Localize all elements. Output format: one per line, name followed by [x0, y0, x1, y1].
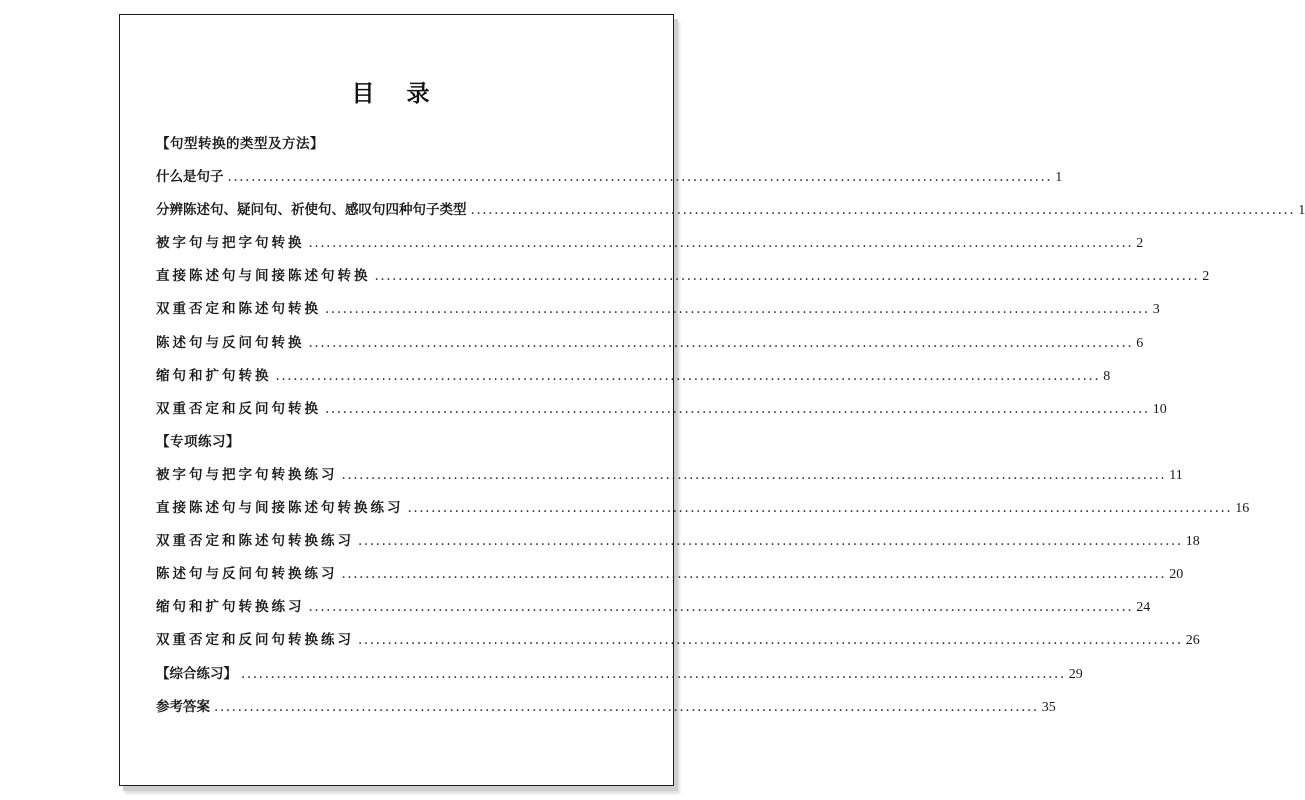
toc-entry[interactable]: [156, 658, 1083, 691]
toc-page-number: 35: [1041, 699, 1056, 715]
dot-leader: ............................................................................................................................................: [308, 334, 1134, 351]
toc-entry[interactable]: [156, 558, 1184, 591]
toc-page-number: 3: [1152, 302, 1160, 318]
toc-entry-label: 被字句与把字句转换练习: [156, 466, 338, 483]
toc-entry[interactable]: [156, 459, 1183, 492]
toc-page-number: 8: [1103, 368, 1111, 384]
toc-entry-label: 缩句和扩句转换练习: [156, 599, 305, 616]
dot-leader: ............................................................................................................................................: [341, 566, 1167, 583]
toc-page-number: 2: [1136, 236, 1144, 252]
toc-entry-label: 双重否定和陈述句转换练习: [156, 533, 354, 550]
page-title: 目 录: [351, 80, 442, 107]
toc-entry-label: 直接陈述句与间接陈述句转换: [156, 268, 371, 285]
toc-section-heading: [156, 128, 638, 161]
toc-page-number: 10: [1152, 401, 1167, 417]
dot-leader: ............................................................................................................................................: [341, 466, 1167, 483]
toc-entry-label: 双重否定和陈述句转换: [156, 301, 321, 318]
dot-leader: ............................................................................................................................................: [470, 202, 1296, 219]
toc-entry[interactable]: [156, 260, 1210, 293]
dot-leader: ............................................................................................................................................: [275, 367, 1101, 384]
dot-leader: ............................................................................................................................................: [358, 533, 1183, 550]
toc-entry-label: 直接陈述句与间接陈述句转换练习: [156, 500, 404, 517]
dot-leader: ............................................................................................................................................: [241, 665, 1066, 682]
toc-page-number: 6: [1136, 335, 1144, 351]
toc-entry[interactable]: [156, 492, 1250, 525]
dot-leader: ............................................................................................................................................: [325, 301, 1150, 318]
toc-entry[interactable]: [156, 691, 1056, 724]
toc-page-number: 29: [1068, 666, 1083, 682]
toc-page-number: 24: [1136, 600, 1151, 616]
toc-section-heading: [156, 426, 638, 459]
toc-page-number: 2: [1202, 269, 1210, 285]
toc-entry[interactable]: [156, 227, 1144, 260]
dot-leader: ............................................................................................................................................: [214, 698, 1039, 715]
toc-entry[interactable]: [156, 360, 1111, 393]
toc-entry-label: 分辨陈述句、疑问句、祈使句、感叹句四种句子类型: [156, 202, 467, 219]
dot-leader: ............................................................................................................................................: [308, 599, 1134, 616]
dot-leader: ............................................................................................................................................: [358, 632, 1183, 649]
toc-entry-label: 缩句和扩句转换: [156, 367, 272, 384]
toc-page-number: 26: [1185, 633, 1200, 649]
toc-entry[interactable]: [156, 327, 1144, 360]
section-label: 【句型转换的类型及方法】: [156, 136, 324, 152]
table-of-contents: [156, 128, 1305, 724]
toc-entry-label: 陈述句与反问句转换练习: [156, 566, 338, 583]
section-label: 【专项练习】: [156, 433, 240, 450]
toc-entry-label: 双重否定和反问句转换: [156, 400, 321, 417]
dot-leader: ............................................................................................................................................: [325, 400, 1150, 417]
toc-page-number: 1: [1298, 203, 1305, 219]
toc-entry[interactable]: [156, 624, 1200, 657]
toc-entry-label: 陈述句与反问句转换: [156, 334, 305, 351]
toc-entry[interactable]: [156, 525, 1200, 558]
toc-entry-label: 被字句与把字句转换: [156, 235, 305, 252]
dot-leader: ............................................................................................................................................: [227, 169, 1053, 186]
toc-entry-label: 双重否定和反问句转换练习: [156, 632, 354, 649]
toc-page-number: 11: [1169, 467, 1183, 483]
toc-page-number: 1: [1055, 170, 1063, 186]
toc-entry[interactable]: [156, 161, 1063, 194]
toc-entry[interactable]: [156, 194, 1305, 227]
toc-page-number: 20: [1169, 567, 1184, 583]
dot-leader: ............................................................................................................................................: [407, 500, 1233, 517]
toc-entry[interactable]: [156, 591, 1151, 624]
toc-entry-label: 参考答案: [156, 698, 210, 715]
dot-leader: ............................................................................................................................................: [374, 268, 1200, 285]
dot-leader: ............................................................................................................................................: [308, 235, 1134, 252]
document-page: [119, 14, 1305, 786]
toc-entry-label: 【综合练习】: [156, 665, 237, 682]
toc-entry[interactable]: [156, 293, 1160, 326]
toc-entry-label: 什么是句子: [156, 169, 224, 186]
toc-entry[interactable]: [156, 393, 1167, 426]
toc-page-number: 16: [1235, 501, 1250, 517]
toc-page-number: 18: [1185, 534, 1200, 550]
